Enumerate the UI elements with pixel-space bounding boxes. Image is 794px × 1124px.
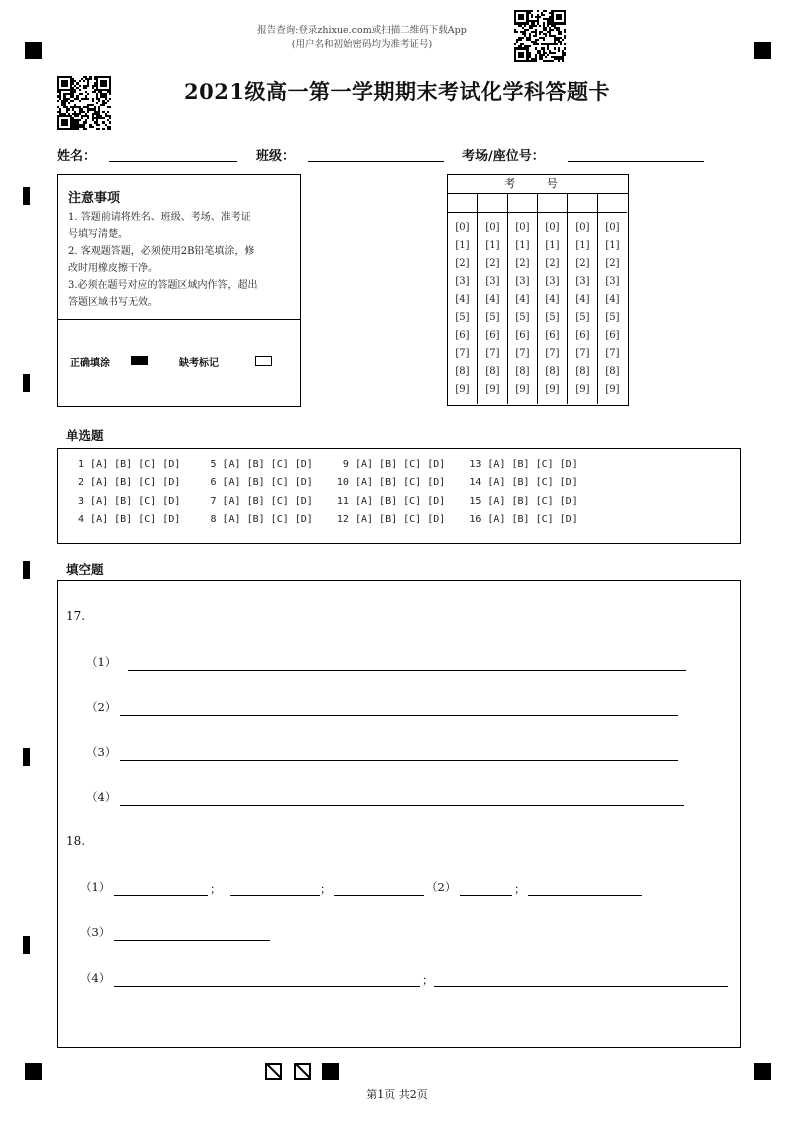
exam-number-bubble[interactable]: [6]	[575, 330, 590, 341]
timing-mark	[23, 374, 30, 392]
choice-row[interactable]: 1 [A] [B] [C] [D] 5 [A] [B] [C] [D] 9 [A] [B] [C] [D] 13 [A] [B] [C] [D]	[72, 459, 578, 470]
exam-number-bubble[interactable]: [4]	[545, 294, 560, 305]
exam-number-column	[508, 194, 538, 404]
exam-number-bubble[interactable]: [5]	[485, 312, 500, 323]
registration-mark-bottom-right	[754, 1063, 771, 1080]
fill-blank-title: 填空题	[66, 562, 104, 577]
timing-mark	[23, 748, 30, 766]
q17-sub4-label: （4）	[86, 790, 117, 804]
absent-mark-label: 缺考标记	[179, 358, 219, 369]
registration-mark-bottom-left	[25, 1063, 42, 1080]
exam-number-write-cell[interactable]	[448, 194, 477, 213]
exam-number-bubble[interactable]: [8]	[455, 366, 470, 377]
exam-number-bubble[interactable]: [1]	[485, 240, 500, 251]
exam-number-bubble[interactable]: [8]	[485, 366, 500, 377]
exam-number-bubble[interactable]: [4]	[605, 294, 620, 305]
absent-mark-checkbox[interactable]	[255, 356, 272, 366]
notice-line: 号填写清楚。	[68, 229, 128, 240]
exam-number-bubble[interactable]: [2]	[455, 258, 470, 269]
exam-number-write-cell[interactable]	[478, 194, 507, 213]
exam-number-bubble[interactable]: [4]	[515, 294, 530, 305]
class-label: 班级：	[256, 149, 296, 164]
exam-number-column	[448, 194, 478, 404]
exam-number-bubble[interactable]: [2]	[515, 258, 530, 269]
page-marker-crossed-icon	[294, 1063, 311, 1080]
choice-row[interactable]: 2 [A] [B] [C] [D] 6 [A] [B] [C] [D] 10 [A] [B] [C] [D] 14 [A] [B] [C] [D]	[72, 477, 578, 488]
exam-number-bubble[interactable]: [9]	[575, 384, 590, 395]
q17-sub3-answer-line[interactable]	[120, 759, 678, 761]
exam-number-bubble[interactable]: [0]	[485, 222, 500, 233]
qr-code-app-icon[interactable]	[514, 10, 566, 62]
exam-number-bubble[interactable]: [9]	[515, 384, 530, 395]
separator: ；	[422, 973, 434, 987]
question-17-number: 17.	[66, 609, 86, 623]
exam-number-bubble[interactable]: [7]	[455, 348, 470, 359]
fill-blank-box	[57, 580, 741, 1048]
exam-number-bubble[interactable]: [1]	[575, 240, 590, 251]
q18-sub1-label: （1）	[80, 880, 111, 894]
exam-number-bubble[interactable]: [5]	[605, 312, 620, 323]
notice-line: 1. 答题前请将姓名、班级、考场、准考证	[68, 212, 251, 223]
exam-number-bubble[interactable]: [1]	[545, 240, 560, 251]
notice-line: 改时用橡皮擦干净。	[68, 263, 158, 274]
exam-number-bubble[interactable]: [7]	[515, 348, 530, 359]
exam-number-bubble[interactable]: [9]	[545, 384, 560, 395]
q18-sub4-blank-a[interactable]	[114, 985, 420, 987]
q18-sub3-label: （3）	[80, 925, 111, 939]
q18-sub2-blank-a[interactable]	[460, 894, 512, 896]
exam-number-bubble[interactable]: [3]	[545, 276, 560, 287]
exam-number-bubble[interactable]: [7]	[545, 348, 560, 359]
separator: ；	[320, 882, 332, 896]
exam-number-bubble[interactable]: [5]	[545, 312, 560, 323]
notice-line: 答题区域书写无效。	[68, 297, 158, 308]
exam-number-column	[568, 194, 598, 404]
report-query-line: 报告查询:登录zhixue.com或扫描二维码下载App	[257, 25, 467, 36]
exam-number-bubble[interactable]: [0]	[515, 222, 530, 233]
credentials-note: (用户名和初始密码均为准考证号)	[291, 39, 433, 50]
timing-mark	[23, 936, 30, 954]
q17-sub4-answer-line[interactable]	[120, 804, 684, 806]
report-query-note	[0, 24, 794, 52]
q18-sub1-blank-c[interactable]	[334, 894, 424, 896]
exam-number-bubble[interactable]: [6]	[515, 330, 530, 341]
q18-sub4-blank-b[interactable]	[434, 985, 728, 987]
exam-number-write-cell[interactable]	[538, 194, 567, 213]
exam-number-bubble[interactable]: [3]	[515, 276, 530, 287]
exam-number-bubble[interactable]: [1]	[515, 240, 530, 251]
timing-mark	[23, 187, 30, 205]
exam-number-bubble[interactable]: [0]	[455, 222, 470, 233]
exam-number-bubble[interactable]: [6]	[485, 330, 500, 341]
page-marker-crossed-icon	[265, 1063, 282, 1080]
exam-number-bubble[interactable]: [6]	[545, 330, 560, 341]
exam-number-bubble[interactable]: [1]	[455, 240, 470, 251]
notice-box	[57, 174, 301, 407]
seat-field[interactable]	[568, 160, 704, 162]
exam-number-bubble[interactable]: [3]	[575, 276, 590, 287]
exam-number-label: 考 号	[448, 175, 628, 194]
q17-sub1-label: （1）	[86, 655, 117, 669]
page-title: 2021级高一第一学期期末考试化学科答题卡	[184, 79, 610, 104]
exam-number-bubble[interactable]: [3]	[485, 276, 500, 287]
timing-mark	[23, 561, 30, 579]
exam-number-bubble[interactable]: [1]	[605, 240, 620, 251]
exam-number-bubble[interactable]: [2]	[545, 258, 560, 269]
exam-number-bubble[interactable]: [5]	[515, 312, 530, 323]
q17-sub1-answer-line[interactable]	[128, 669, 686, 671]
choice-row[interactable]: 4 [A] [B] [C] [D] 8 [A] [B] [C] [D] 12 [A] [B] [C] [D] 16 [A] [B] [C] [D]	[72, 514, 578, 525]
separator: ；	[210, 882, 222, 896]
single-choice-title: 单选题	[66, 428, 104, 443]
exam-number-bubble[interactable]: [0]	[575, 222, 590, 233]
exam-number-bubble[interactable]: [4]	[575, 294, 590, 305]
separator: ；	[514, 882, 526, 896]
exam-number-bubble[interactable]: [8]	[515, 366, 530, 377]
exam-number-bubble[interactable]: [3]	[455, 276, 470, 287]
notice-title: 注意事项	[68, 191, 121, 206]
q18-sub2-blank-b[interactable]	[528, 894, 642, 896]
exam-number-bubble[interactable]: [8]	[545, 366, 560, 377]
class-field[interactable]	[308, 160, 444, 162]
q17-sub3-label: （3）	[86, 745, 117, 759]
exam-number-bubble[interactable]: [9]	[455, 384, 470, 395]
correct-fill-label: 正确填涂	[70, 358, 110, 369]
exam-number-column	[478, 194, 508, 404]
exam-number-column	[538, 194, 568, 404]
exam-number-write-cell[interactable]	[568, 194, 597, 213]
single-choice-box	[57, 448, 741, 544]
q18-sub3-blank[interactable]	[114, 939, 270, 941]
exam-number-bubble[interactable]: [0]	[605, 222, 620, 233]
seat-label: 考场/座位号：	[462, 149, 545, 164]
exam-number-bubble[interactable]: [2]	[485, 258, 500, 269]
exam-number-bubble[interactable]: [7]	[485, 348, 500, 359]
exam-number-bubble[interactable]: [2]	[605, 258, 620, 269]
exam-number-bubble[interactable]: [2]	[575, 258, 590, 269]
q18-sub1-blank-a[interactable]	[114, 894, 208, 896]
exam-number-bubble[interactable]: [7]	[575, 348, 590, 359]
exam-number-bubble[interactable]: [8]	[575, 366, 590, 377]
exam-number-bubble[interactable]: [9]	[485, 384, 500, 395]
exam-number-bubble[interactable]: [7]	[605, 348, 620, 359]
name-label: 姓名：	[57, 149, 97, 164]
exam-number-bubble[interactable]: [4]	[455, 294, 470, 305]
correct-fill-sample-icon	[131, 356, 148, 365]
exam-number-bubble[interactable]: [5]	[575, 312, 590, 323]
q18-sub4-label: （4）	[80, 971, 111, 985]
q18-sub2-label: （2）	[426, 880, 457, 894]
question-18-number: 18.	[66, 834, 86, 848]
exam-number-bubble[interactable]: [0]	[545, 222, 560, 233]
choice-row[interactable]: 3 [A] [B] [C] [D] 7 [A] [B] [C] [D] 11 [A] [B] [C] [D] 15 [A] [B] [C] [D]	[72, 496, 578, 507]
q18-sub1-blank-b[interactable]	[230, 894, 320, 896]
exam-number-bubble[interactable]: [5]	[455, 312, 470, 323]
exam-number-bubble[interactable]: [8]	[605, 366, 620, 377]
notice-line: 2. 客观题答题，必须使用2B铅笔填涂，修	[68, 246, 255, 257]
page-number: 第1页 共2页	[366, 1088, 428, 1101]
exam-number-bubble[interactable]: [6]	[455, 330, 470, 341]
name-field[interactable]	[109, 160, 237, 162]
q17-sub2-label: （2）	[86, 700, 117, 714]
exam-number-bubble[interactable]: [9]	[605, 384, 620, 395]
notice-line: 3.必须在题号对应的答题区域内作答，超出	[68, 280, 258, 291]
exam-number-write-cell[interactable]	[508, 194, 537, 213]
exam-number-bubble[interactable]: [4]	[485, 294, 500, 305]
exam-number-column	[598, 194, 627, 404]
exam-number-bubble[interactable]: [6]	[605, 330, 620, 341]
page-marker-filled-icon	[322, 1063, 339, 1080]
exam-number-bubble[interactable]: [3]	[605, 276, 620, 287]
notice-divider	[58, 319, 300, 320]
q17-sub2-answer-line[interactable]	[120, 714, 678, 716]
exam-number-write-cell[interactable]	[598, 194, 627, 213]
exam-number-grid	[447, 174, 629, 406]
